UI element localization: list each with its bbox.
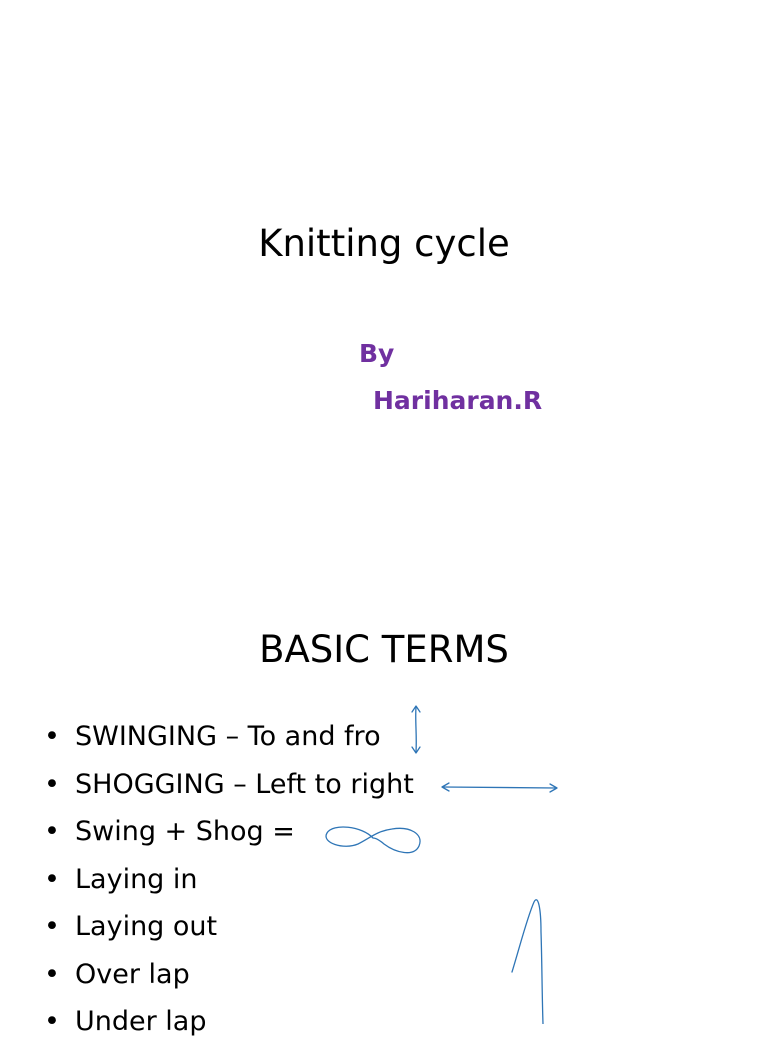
list-item	[44, 763, 414, 811]
author-name: Hariharan.R	[373, 386, 543, 415]
bullet-icon: •	[44, 911, 60, 942]
list-item	[44, 858, 414, 906]
basic-terms-slide	[0, 576, 768, 1037]
list-item-text: Laying out	[75, 911, 218, 942]
section-title: BASIC TERMS	[259, 628, 509, 671]
list-item-text: Over lap	[75, 958, 190, 990]
bullet-icon: •	[44, 721, 60, 752]
list-item	[44, 810, 414, 858]
list-item	[44, 953, 414, 1001]
bullet-icon: •	[44, 816, 60, 847]
list-item-text: Swing + Shog =	[75, 816, 295, 847]
list-item	[44, 715, 414, 763]
left-right-arrow-icon	[442, 783, 557, 792]
vertical-sketch-line-icon	[512, 900, 543, 1024]
list-item-text: SHOGGING – Left to right	[75, 768, 414, 800]
bullet-icon: •	[44, 768, 60, 800]
list-item-text: Under lap	[75, 1006, 207, 1037]
bullet-icon: •	[44, 1006, 60, 1037]
terms-list	[44, 715, 414, 1048]
list-item	[44, 905, 414, 953]
slide-title: Knitting cycle	[258, 222, 510, 265]
bullet-icon: •	[44, 958, 60, 990]
list-item-text: SWINGING – To and fro	[75, 721, 381, 752]
list-item-text: Laying in	[75, 863, 198, 895]
bullet-icon: •	[44, 863, 60, 895]
by-label: By	[359, 339, 395, 368]
